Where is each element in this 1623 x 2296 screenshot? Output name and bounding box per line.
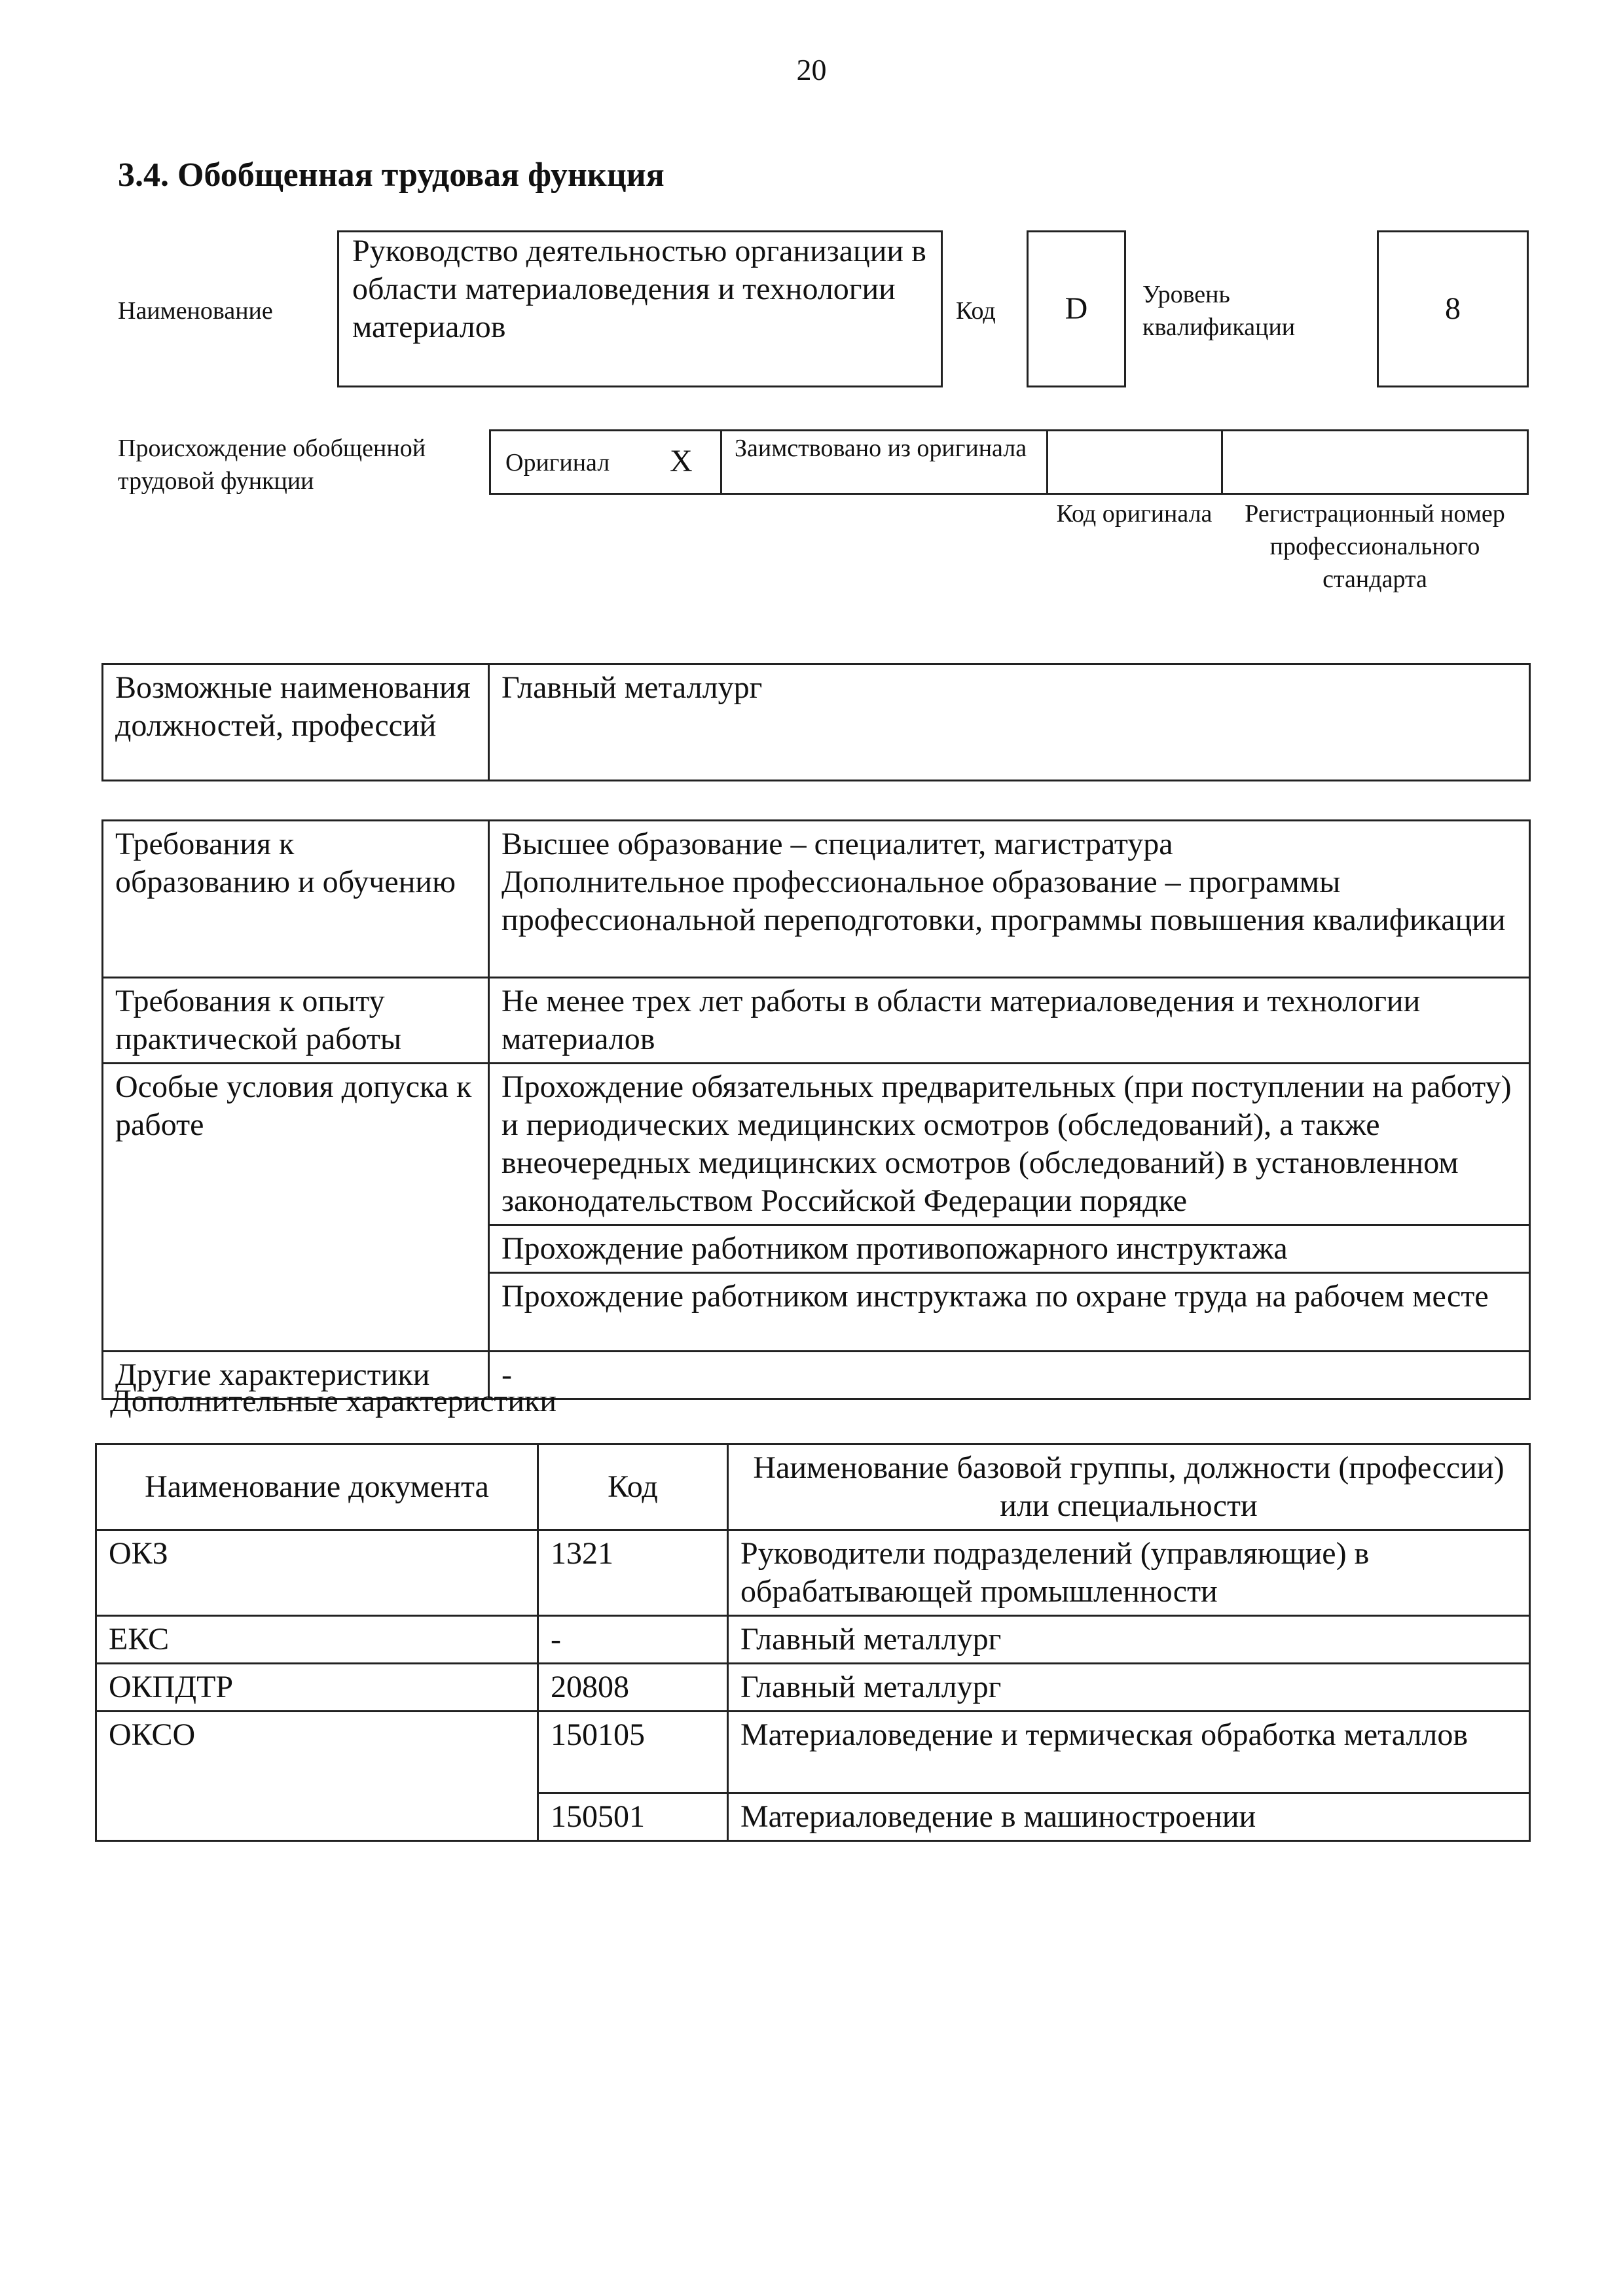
level-label: Уровень квалификации	[1142, 281, 1296, 341]
row-name: Материаловедение в машиностроении	[728, 1793, 1530, 1841]
special-value: Прохождение работником противопожарного инструктажа	[489, 1225, 1530, 1273]
education-line: Высшее образование – специалитет, магистратура	[501, 827, 1173, 861]
special-label: Особые условия допуска к работе	[103, 1064, 489, 1352]
row-doc: ЕКС	[96, 1616, 538, 1664]
education-value	[489, 821, 1530, 978]
additional-table	[95, 1443, 1531, 1842]
row-doc: ОКЗ	[96, 1530, 538, 1616]
other-label: Другие характеристики	[103, 1352, 489, 1399]
special-value: Прохождение обязательных предварительных (при поступлении на работу) и периодических медицинских осмотров (обследований), а также внеочередных медицинских осмотров (обследований) в установленном законодательством Российской Федерации порядке	[489, 1064, 1530, 1225]
code-label: Код	[956, 297, 996, 325]
row-code: 20808	[538, 1664, 728, 1712]
row-code: 150105	[538, 1712, 728, 1793]
level-value: 8	[1445, 291, 1461, 326]
education-line: Дополнительное профессиональное образование – программы профессиональной переподготовки, программы повышения квалификации	[501, 865, 1506, 937]
reg-number-caption: Регистрационный номер профессионального стандарта	[1245, 500, 1505, 593]
borrowed-label: Заимствовано из оригинала	[735, 435, 1027, 462]
row-doc: ОКСО	[96, 1712, 538, 1841]
header-name: Наименование базовой группы, должности (профессии) или специальности	[728, 1444, 1530, 1530]
original-mark: X	[670, 444, 693, 478]
origin-divider	[720, 429, 722, 495]
row-code: 150501	[538, 1793, 728, 1841]
row-name: Главный металлург	[728, 1616, 1530, 1664]
row-code: -	[538, 1616, 728, 1664]
origin-divider	[1046, 429, 1048, 495]
code-value-box	[1027, 230, 1126, 387]
section-title: 3.4. Обобщенная трудовая функция	[118, 156, 665, 194]
positions-table	[101, 663, 1531, 781]
level-value-box	[1377, 230, 1529, 387]
row-name: Материаловедение и термическая обработка металлов	[728, 1712, 1530, 1793]
education-label: Требования к образованию и обучению	[103, 821, 489, 978]
additional-title: Дополнительные характеристики	[110, 1384, 557, 1418]
code-value: D	[1065, 291, 1088, 326]
other-value: -	[489, 1352, 1530, 1399]
requirements-table	[101, 819, 1531, 1400]
experience-label: Требования к опыту практической работы	[103, 978, 489, 1064]
header-doc: Наименование документа	[96, 1444, 538, 1530]
row-name: Главный металлург	[728, 1664, 1530, 1712]
origin-divider	[1221, 429, 1223, 495]
row-name: Руководители подразделений (управляющие) в обрабатывающей промышленности	[728, 1530, 1530, 1616]
name-value-box	[337, 230, 943, 387]
original-label: Оригинал	[505, 449, 610, 476]
page-number: 20	[796, 53, 827, 86]
code-original-caption: Код оригинала	[1056, 500, 1213, 528]
header-code: Код	[538, 1444, 728, 1530]
name-label: Наименование	[118, 297, 273, 325]
row-doc: ОКПДТР	[96, 1664, 538, 1712]
experience-value: Не менее трех лет работы в области материаловедения и технологии материалов	[489, 978, 1530, 1064]
positions-label: Возможные наименования должностей, профессий	[103, 664, 489, 781]
origin-label: Происхождение обобщенной трудовой функции	[118, 435, 426, 495]
row-code: 1321	[538, 1530, 728, 1616]
special-value: Прохождение работником инструктажа по охране труда на рабочем месте	[489, 1273, 1530, 1352]
positions-value: Главный металлург	[489, 664, 1530, 781]
name-value: Руководство деятельностью организации в области материаловедения и технологии материалов	[352, 234, 926, 344]
